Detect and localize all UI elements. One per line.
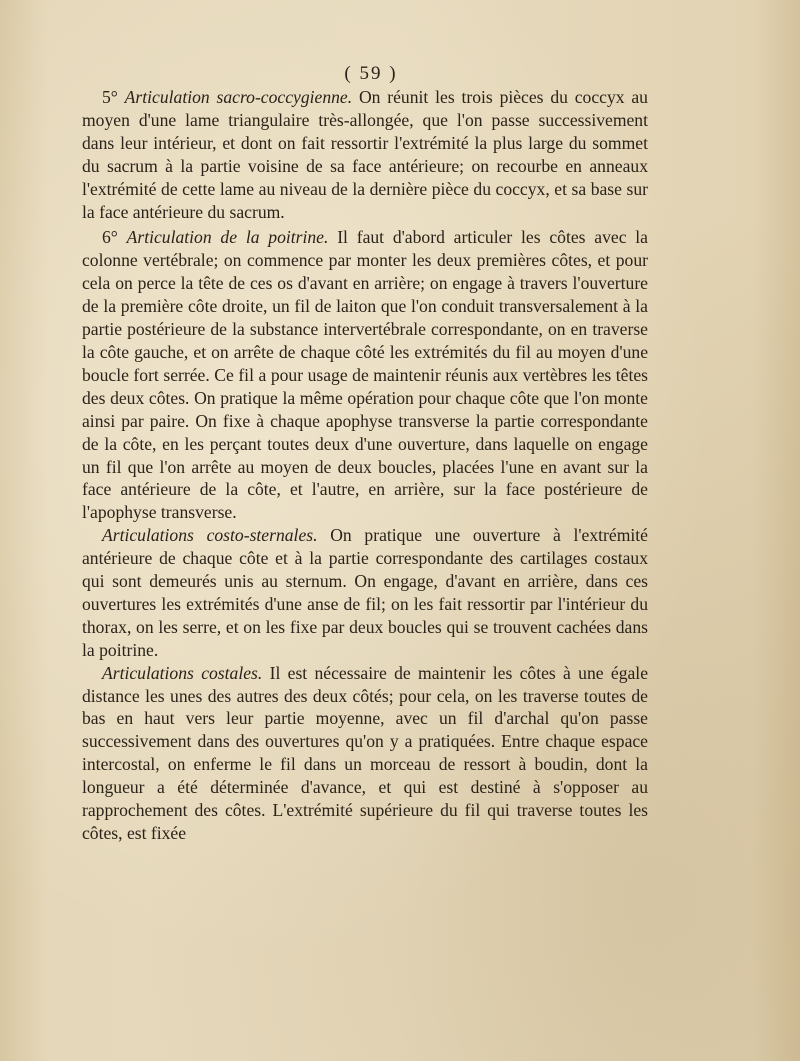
paragraph-poitrine [82, 226, 648, 524]
section-heading: Articulations costo-sternales. [102, 525, 318, 546]
section-heading: Articulation de la poitrine. [126, 227, 329, 248]
paragraph-number: 6° [102, 227, 118, 248]
section-heading: Articulation sacro-coccygienne. [124, 87, 353, 107]
paragraph-costo-sternales [82, 524, 648, 661]
paragraph-sacro-coccygienne [82, 86, 648, 223]
section-heading: Articulations costales. [102, 662, 263, 683]
paragraph-number: 5° [102, 87, 118, 107]
paragraph-costales [82, 662, 648, 845]
paragraph-body: On réunit les trois pièces du coccyx au moyen d'une lame triangulaire très-allongée, que l'on passe successivement dans leur intérieur, et dont on fait ressortir l'extrémité la plus large du sommet du sacrum à la partie voisine de sa face antérieure; on recourbe en anneaux l'extrémité de cette lame au niveau de la dernière pièce du coccyx, et sa base sur la face antérieure du sacrum. [82, 87, 648, 222]
page-number: ( 59 ) [344, 63, 398, 84]
paragraph-body: Il faut d'abord articuler les côtes avec la colonne vertébrale; on commence par monter les deux premières côtes, et pour cela on perce la tête de ces os d'avant en arrière; on engage à travers l'ouverture de la première côte droite, un fil de laiton que l'on conduit transversalement à la partie postérieure de la substance intervertébrale correspondante, on en traverse la côte gauche, et on arrête de chaque côté les extrémités du fil au moyen d'une boucle fort serrée. Ce fil a pour usage de maintenir réunis aux vertèbres les têtes des deux côtes. On pratique la même opération pour chaque côte que l'on monte ainsi par paire. On fixe à chaque apophyse transverse la partie correspondante de la côte, en les perçant toutes deux d'une ouverture, dans laquelle on engage un fil que l'on arrête au moyen de deux boucles, placées l'une en avant sur la face antérieure de la côte, et l'autre, en arrière, sur la face postérieure de l'apophyse transverse. [82, 227, 648, 523]
text-block [82, 62, 648, 845]
paragraph-body: Il est nécessaire de maintenir les côtes à une égale distance les unes des autres des deux côtés; pour cela, on les traverse toutes de bas en haut vers leur partie moyenne, avec un fil d'archal qu'on passe successivement dans des ouvertures qu'on y a pratiquées. Entre chaque espace intercostal, on enferme le fil dans un morceau de ressort à boudin, dont la longueur a été déterminée d'avance, et qui est destiné à s'opposer au rapprochement des côtes. L'extrémité supérieure du fil qui traverse toutes les côtes, est fixée [82, 662, 649, 843]
paragraph-body: On pratique une ouverture à l'extrémité antérieure de chaque côte et à la partie correspondante des cartilages costaux qui sont demeurés unis au sternum. On engage, d'avant en arrière, dans ces ouvertures les extrémités d'une anse de fil; on les fait ressortir par l'intérieur du thorax, on les serre, et on les fixe par deux boucles qui se trouvent cachées dans la poitrine. [82, 525, 648, 660]
